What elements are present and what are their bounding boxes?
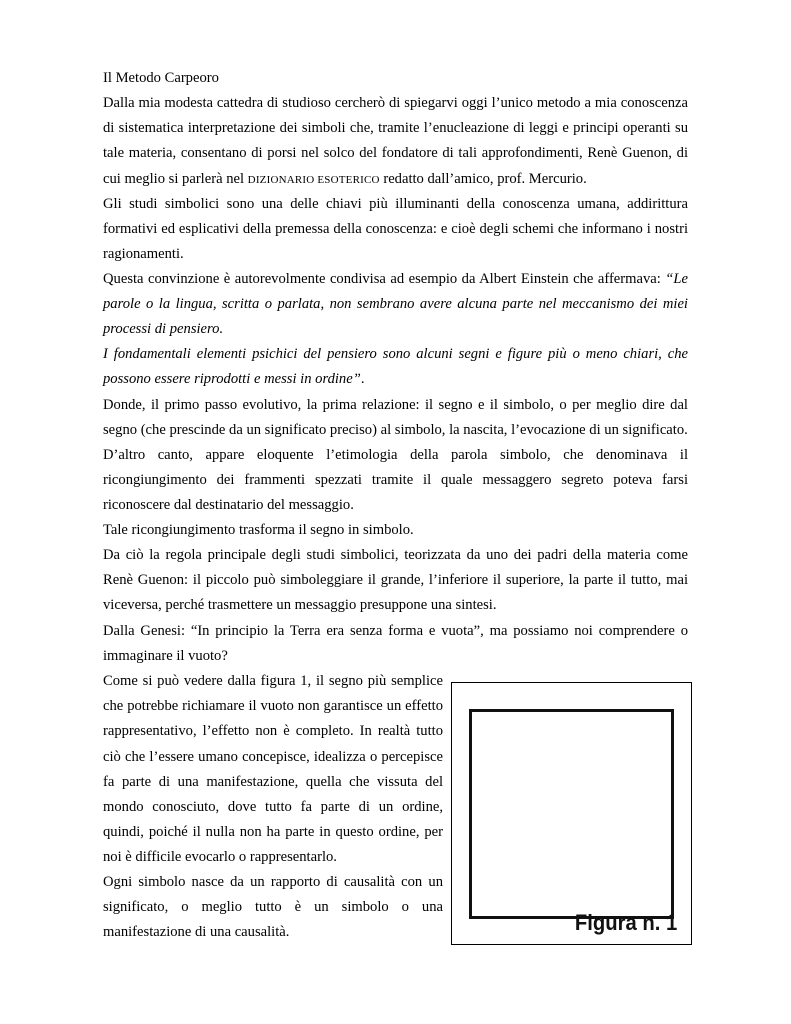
paragraph-5: Donde, il primo passo evolutivo, la prima relazione: il segno e il simbolo, o per meglio dire dal segno (che prescinde da un significato preciso) al simbolo, la nascita, l’evocazione di un significato. xyxy=(103,397,688,439)
paragraph-8: Da ciò la regola principale degli studi simbolici, teorizzata da uno dei padri della materia come Renè Guenon: il piccolo può simboleggiare il grande, l’inferiore il superiore, la parte il tutto, mai viceversa, perché trasmettere un messaggio presuppone una sintesi. xyxy=(103,547,688,614)
paragraph-1-text: Dalla mia modesta cattedra di studioso cercherò di spiegarvi oggi l’unico metodo a mia conoscenza di sistematica interpretazione dei simboli che, tramite l’enucleazione di leggi e principi operanti su tale materia, consentano di porsi nel solco del fondatore di tali approfondimenti, Renè Guenon, di cui meglio si parlerà nel xyxy=(103,95,688,187)
paragraph-4 xyxy=(103,342,688,392)
paragraph-11: Ogni simbolo nasce da un rapporto di causalità con un significato, o meglio tutto è un simbolo o una manifestazione di una causalità. xyxy=(103,874,443,941)
paragraph-7: Tale ricongiungimento trasforma il segno in simbolo. xyxy=(103,522,414,538)
empty-square-symbol xyxy=(469,709,674,919)
paragraph-10: Come si può vedere dalla figura 1, il segno più semplice che potrebbe richiamare il vuoto non garantisce un effetto rappresentativo, l’effetto non è completo. In realtà tutto ciò che l’essere umano concepisce, idealizza o percepisce fa parte di una manifestazione, quella che vissuta del mondo conosciuto, dove tutto fa parte di un ordine, quindi, poiché il nulla non ha parte in questo ordine, per noi è difficile evocarlo o rappresentarlo. xyxy=(103,673,443,866)
einstein-quote-part-2: I fondamentali elementi psichici del pensiero sono alcuni segni e figure più o meno chiari, che possono essere riprodotti e messi in ordine” xyxy=(103,346,688,388)
paragraph-1-text-end: redatto dall’amico, prof. Mercurio. xyxy=(379,170,587,187)
paragraph-9: Dalla Genesi: “In principio la Terra era senza forma e vuota”, ma possiamo noi comprendere o immaginare il vuoto? xyxy=(103,623,688,665)
paragraph-3 xyxy=(103,267,688,343)
paragraph-6: D’altro canto, appare eloquente l’etimologia della parola simbolo, che denominava il ricongiungimento dei frammenti spezzati tramite il quale messaggero segreto poteva farsi riconoscere dal destinatario del messaggio. xyxy=(103,447,688,514)
paragraph-3-text: Questa convinzione è autorevolmente condivisa ad esempio da Albert Einstein che affermava: xyxy=(103,271,666,287)
paragraph-1 xyxy=(103,91,688,193)
document-title: Il Metodo Carpeoro xyxy=(103,70,219,86)
paragraph-4-end: . xyxy=(360,371,365,388)
dizionario-esoterico-smallcaps: DIZIONARIO ESOTERICO xyxy=(247,173,380,186)
paragraph-2: Gli studi simbolici sono una delle chiavi più illuminanti della conoscenza umana, addirittura formativi ed esplicativi della premessa della conoscenza: e cioè degli schemi che informano i nostri ragionamenti. xyxy=(103,196,688,263)
figure-caption: Figura n. 1 xyxy=(574,910,677,935)
einstein-quote-part-1: “Le parole o la lingua, scritta o parlata, non sembrano avere alcuna parte nel meccanismo dei miei processi di pensiero. xyxy=(103,271,688,338)
figure-1 xyxy=(451,682,692,945)
